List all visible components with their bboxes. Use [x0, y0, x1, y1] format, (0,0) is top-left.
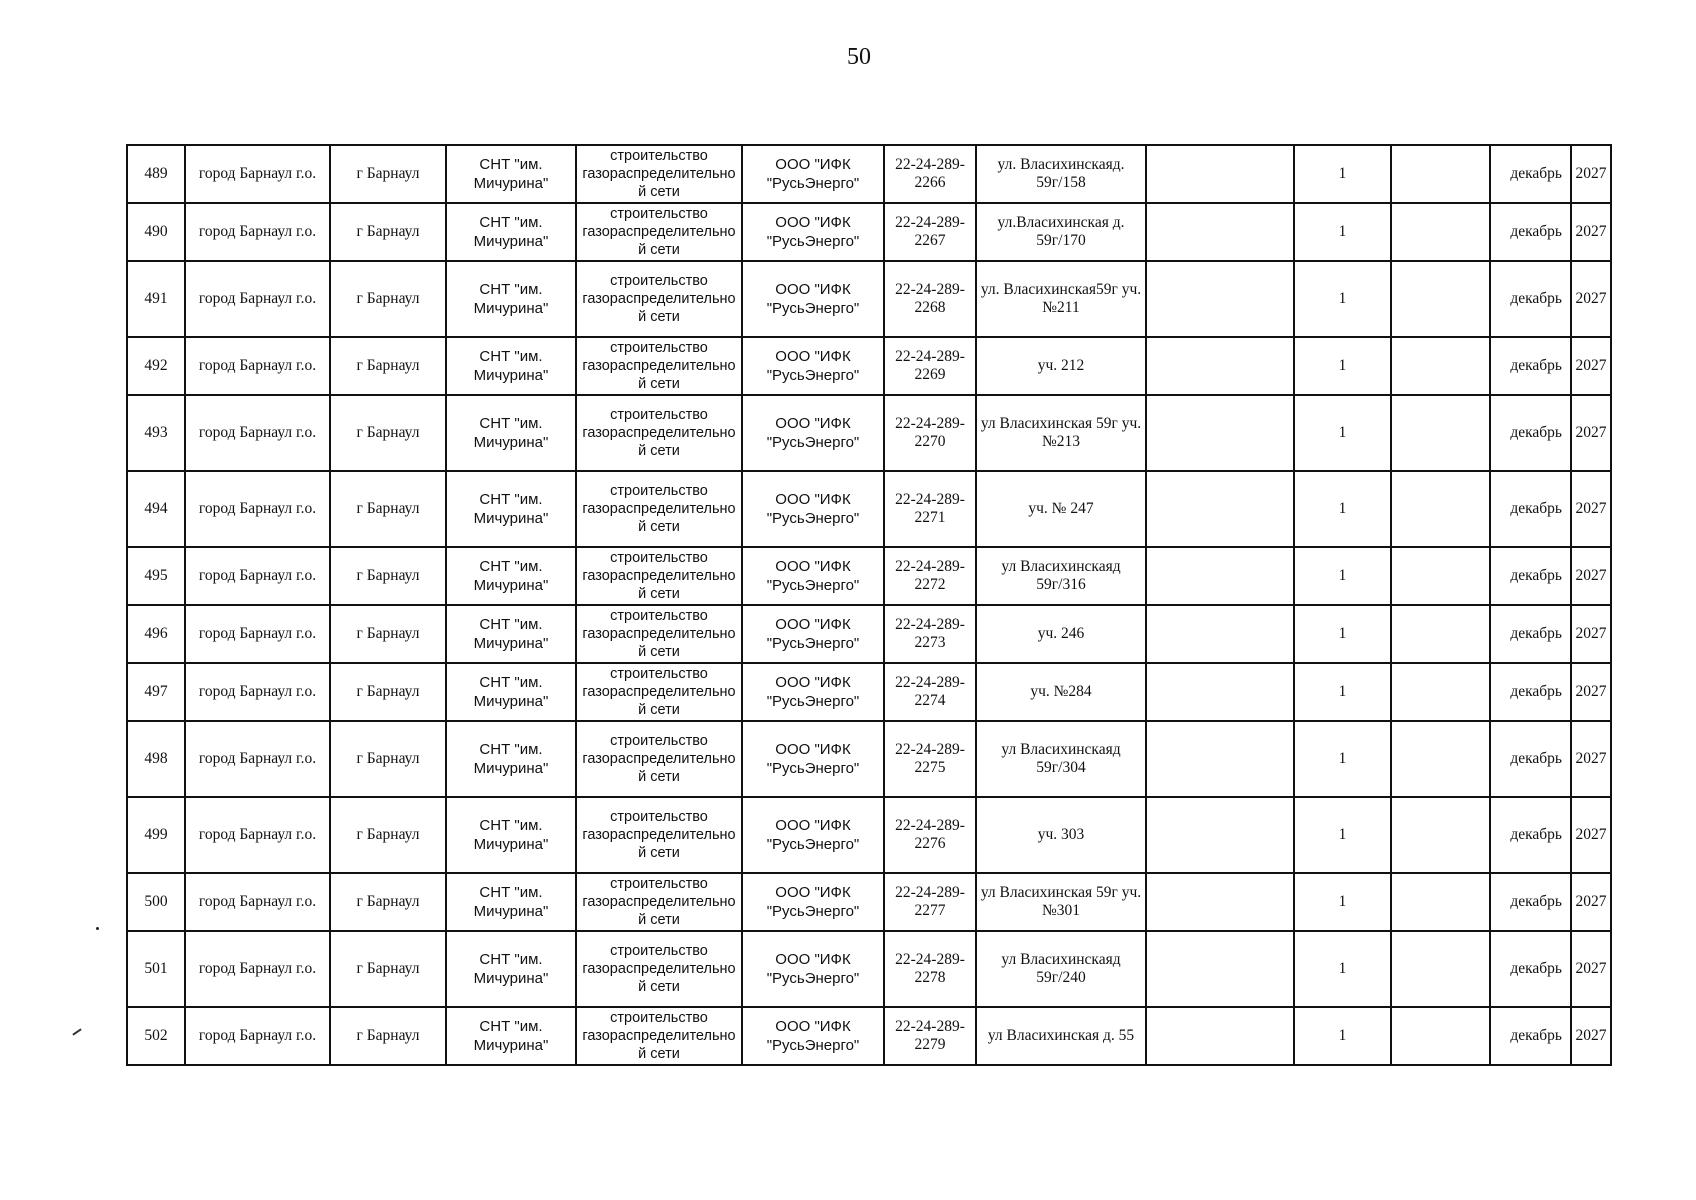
row-number: 501 [127, 931, 185, 1007]
location-cell: СНТ "им. Мичурина" [446, 203, 576, 261]
municipality-cell: город Барнаул г.о. [185, 395, 330, 471]
work-type-line: й сети [638, 979, 680, 995]
contractor-cell: ООО "ИФК "РусьЭнерго" [742, 471, 884, 547]
row-number: 492 [127, 337, 185, 395]
table-row [127, 931, 1611, 1007]
table-row [127, 261, 1611, 337]
empty-cell [1391, 663, 1490, 721]
empty-cell [1391, 261, 1490, 337]
empty-cell [1391, 337, 1490, 395]
quantity-cell: 1 [1294, 873, 1391, 931]
year-cell: 2027 [1571, 797, 1611, 873]
work-type-line: строительство [610, 809, 708, 825]
work-type-line: газораспределительно [582, 1028, 736, 1044]
contract-id-cell: 22-24-289-2279 [884, 1007, 976, 1065]
settlement-cell: г Барнаул [330, 1007, 446, 1065]
work-type-line: газораспределительно [582, 751, 736, 767]
work-type-line: газораспределительно [582, 166, 736, 182]
empty-cell [1146, 395, 1294, 471]
table-row [127, 663, 1611, 721]
location-cell: СНТ "им. Мичурина" [446, 145, 576, 203]
table-row [127, 395, 1611, 471]
empty-cell [1146, 547, 1294, 605]
work-type-cell [576, 797, 742, 873]
contract-id-cell: 22-24-289-2273 [884, 605, 976, 663]
work-type-cell [576, 663, 742, 721]
quantity-cell: 1 [1294, 605, 1391, 663]
settlement-cell: г Барнаул [330, 203, 446, 261]
empty-cell [1146, 471, 1294, 547]
row-number: 498 [127, 721, 185, 797]
work-type-line: й сети [638, 184, 680, 200]
work-type-cell [576, 547, 742, 605]
table-row [127, 203, 1611, 261]
empty-cell [1146, 1007, 1294, 1065]
contractor-cell: ООО "ИФК "РусьЭнерго" [742, 721, 884, 797]
work-type-line: строительство [610, 608, 708, 624]
municipality-cell: город Барнаул г.о. [185, 1007, 330, 1065]
address-cell: ул Власихинскаяд 59г/304 [976, 721, 1146, 797]
work-type-line: газораспределительно [582, 961, 736, 977]
contract-id-cell: 22-24-289-2269 [884, 337, 976, 395]
year-cell: 2027 [1571, 395, 1611, 471]
row-number: 493 [127, 395, 185, 471]
quantity-cell: 1 [1294, 471, 1391, 547]
contract-id-cell: 22-24-289-2278 [884, 931, 976, 1007]
work-type-line: й сети [638, 1046, 680, 1062]
work-type-cell [576, 395, 742, 471]
table-row [127, 145, 1611, 203]
address-cell: уч. № 247 [976, 471, 1146, 547]
table-row [127, 797, 1611, 873]
work-type-line: газораспределительно [582, 291, 736, 307]
work-type-line: строительство [610, 943, 708, 959]
settlement-cell: г Барнаул [330, 873, 446, 931]
contract-id-cell: 22-24-289-2275 [884, 721, 976, 797]
settlement-cell: г Барнаул [330, 931, 446, 1007]
year-cell: 2027 [1571, 337, 1611, 395]
work-type-line: строительство [610, 273, 708, 289]
table-row [127, 721, 1611, 797]
empty-cell [1146, 145, 1294, 203]
work-type-line: й сети [638, 912, 680, 928]
gas-network-table [126, 144, 1612, 1066]
work-type-line: газораспределительно [582, 358, 736, 374]
empty-cell [1146, 605, 1294, 663]
month-cell: декабрь [1490, 547, 1571, 605]
month-cell: декабрь [1490, 261, 1571, 337]
table-row [127, 547, 1611, 605]
municipality-cell: город Барнаул г.о. [185, 605, 330, 663]
municipality-cell: город Барнаул г.о. [185, 337, 330, 395]
municipality-cell: город Барнаул г.о. [185, 797, 330, 873]
empty-cell [1391, 1007, 1490, 1065]
contractor-cell: ООО "ИФК "РусьЭнерго" [742, 873, 884, 931]
work-type-line: строительство [610, 666, 708, 682]
work-type-line: й сети [638, 309, 680, 325]
row-number: 491 [127, 261, 185, 337]
address-cell: ул Власихинская 59г уч. №213 [976, 395, 1146, 471]
municipality-cell: город Барнаул г.о. [185, 873, 330, 931]
row-number: 502 [127, 1007, 185, 1065]
year-cell: 2027 [1571, 721, 1611, 797]
table-row [127, 337, 1611, 395]
municipality-cell: город Барнаул г.о. [185, 261, 330, 337]
empty-cell [1146, 797, 1294, 873]
quantity-cell: 1 [1294, 145, 1391, 203]
quantity-cell: 1 [1294, 547, 1391, 605]
empty-cell [1146, 261, 1294, 337]
work-type-cell [576, 203, 742, 261]
contractor-cell: ООО "ИФК "РусьЭнерго" [742, 663, 884, 721]
location-cell: СНТ "им. Мичурина" [446, 797, 576, 873]
work-type-line: газораспределительно [582, 684, 736, 700]
table-row [127, 471, 1611, 547]
work-type-line: газораспределительно [582, 568, 736, 584]
work-type-line: строительство [610, 483, 708, 499]
scan-pen-mark [72, 1028, 81, 1035]
location-cell: СНТ "им. Мичурина" [446, 547, 576, 605]
settlement-cell: г Барнаул [330, 471, 446, 547]
empty-cell [1391, 931, 1490, 1007]
work-type-line: строительство [610, 1010, 708, 1026]
contractor-cell: ООО "ИФК "РусьЭнерго" [742, 261, 884, 337]
year-cell: 2027 [1571, 605, 1611, 663]
municipality-cell: город Барнаул г.о. [185, 721, 330, 797]
table-body [127, 145, 1611, 1065]
work-type-cell [576, 931, 742, 1007]
address-cell: ул Власихинская 59г уч. №301 [976, 873, 1146, 931]
settlement-cell: г Барнаул [330, 721, 446, 797]
address-cell: уч. 246 [976, 605, 1146, 663]
quantity-cell: 1 [1294, 931, 1391, 1007]
contractor-cell: ООО "ИФК "РусьЭнерго" [742, 395, 884, 471]
work-type-cell [576, 873, 742, 931]
location-cell: СНТ "им. Мичурина" [446, 663, 576, 721]
work-type-line: й сети [638, 519, 680, 535]
year-cell: 2027 [1571, 1007, 1611, 1065]
work-type-line: строительство [610, 340, 708, 356]
empty-cell [1146, 721, 1294, 797]
contract-id-cell: 22-24-289-2277 [884, 873, 976, 931]
work-type-line: й сети [638, 586, 680, 602]
row-number: 500 [127, 873, 185, 931]
row-number: 499 [127, 797, 185, 873]
empty-cell [1391, 605, 1490, 663]
work-type-line: й сети [638, 443, 680, 459]
settlement-cell: г Барнаул [330, 145, 446, 203]
contractor-cell: ООО "ИФК "РусьЭнерго" [742, 605, 884, 663]
scan-speck [96, 927, 99, 930]
work-type-line: й сети [638, 376, 680, 392]
municipality-cell: город Барнаул г.о. [185, 145, 330, 203]
row-number: 489 [127, 145, 185, 203]
empty-cell [1391, 471, 1490, 547]
table-row [127, 605, 1611, 663]
quantity-cell: 1 [1294, 663, 1391, 721]
settlement-cell: г Барнаул [330, 663, 446, 721]
work-type-line: строительство [610, 876, 708, 892]
row-number: 490 [127, 203, 185, 261]
contractor-cell: ООО "ИФК "РусьЭнерго" [742, 547, 884, 605]
address-cell: уч. 212 [976, 337, 1146, 395]
work-type-line: газораспределительно [582, 626, 736, 642]
month-cell: декабрь [1490, 873, 1571, 931]
empty-cell [1391, 797, 1490, 873]
table-row [127, 873, 1611, 931]
work-type-line: строительство [610, 148, 708, 164]
month-cell: декабрь [1490, 471, 1571, 547]
contractor-cell: ООО "ИФК "РусьЭнерго" [742, 797, 884, 873]
contractor-cell: ООО "ИФК "РусьЭнерго" [742, 337, 884, 395]
page-number: 50 [847, 44, 871, 70]
quantity-cell: 1 [1294, 395, 1391, 471]
quantity-cell: 1 [1294, 337, 1391, 395]
work-type-line: строительство [610, 206, 708, 222]
year-cell: 2027 [1571, 261, 1611, 337]
work-type-cell [576, 721, 742, 797]
contract-id-cell: 22-24-289-2267 [884, 203, 976, 261]
contractor-cell: ООО "ИФК "РусьЭнерго" [742, 145, 884, 203]
work-type-cell [576, 337, 742, 395]
work-type-line: газораспределительно [582, 894, 736, 910]
work-type-line: строительство [610, 550, 708, 566]
empty-cell [1146, 203, 1294, 261]
settlement-cell: г Барнаул [330, 337, 446, 395]
municipality-cell: город Барнаул г.о. [185, 663, 330, 721]
work-type-line: й сети [638, 644, 680, 660]
address-cell: уч. №284 [976, 663, 1146, 721]
settlement-cell: г Барнаул [330, 605, 446, 663]
location-cell: СНТ "им. Мичурина" [446, 261, 576, 337]
year-cell: 2027 [1571, 203, 1611, 261]
work-type-line: газораспределительно [582, 827, 736, 843]
work-type-line: строительство [610, 733, 708, 749]
year-cell: 2027 [1571, 145, 1611, 203]
empty-cell [1391, 873, 1490, 931]
empty-cell [1391, 547, 1490, 605]
quantity-cell: 1 [1294, 797, 1391, 873]
year-cell: 2027 [1571, 873, 1611, 931]
contract-id-cell: 22-24-289-2271 [884, 471, 976, 547]
year-cell: 2027 [1571, 931, 1611, 1007]
month-cell: декабрь [1490, 605, 1571, 663]
municipality-cell: город Барнаул г.о. [185, 203, 330, 261]
work-type-cell [576, 261, 742, 337]
row-number: 496 [127, 605, 185, 663]
location-cell: СНТ "им. Мичурина" [446, 395, 576, 471]
work-type-cell [576, 605, 742, 663]
settlement-cell: г Барнаул [330, 797, 446, 873]
location-cell: СНТ "им. Мичурина" [446, 471, 576, 547]
address-cell: ул.Власихинская д. 59г/170 [976, 203, 1146, 261]
month-cell: декабрь [1490, 395, 1571, 471]
work-type-line: й сети [638, 845, 680, 861]
gas-network-table-wrapper [126, 144, 1612, 1066]
month-cell: декабрь [1490, 203, 1571, 261]
empty-cell [1391, 395, 1490, 471]
address-cell: ул Власихинскаяд 59г/316 [976, 547, 1146, 605]
address-cell: ул. Власихинскаяд. 59г/158 [976, 145, 1146, 203]
year-cell: 2027 [1571, 471, 1611, 547]
work-type-line: газораспределительно [582, 425, 736, 441]
month-cell: декабрь [1490, 797, 1571, 873]
work-type-cell [576, 145, 742, 203]
contract-id-cell: 22-24-289-2276 [884, 797, 976, 873]
municipality-cell: город Барнаул г.о. [185, 471, 330, 547]
work-type-cell [576, 471, 742, 547]
work-type-line: газораспределительно [582, 224, 736, 240]
empty-cell [1146, 931, 1294, 1007]
work-type-cell [576, 1007, 742, 1065]
location-cell: СНТ "им. Мичурина" [446, 605, 576, 663]
municipality-cell: город Барнаул г.о. [185, 931, 330, 1007]
address-cell: ул. Власихинская59г уч. №211 [976, 261, 1146, 337]
location-cell: СНТ "им. Мичурина" [446, 1007, 576, 1065]
table-row [127, 1007, 1611, 1065]
settlement-cell: г Барнаул [330, 261, 446, 337]
month-cell: декабрь [1490, 1007, 1571, 1065]
empty-cell [1146, 663, 1294, 721]
address-cell: ул Власихинская д. 55 [976, 1007, 1146, 1065]
contractor-cell: ООО "ИФК "РусьЭнерго" [742, 203, 884, 261]
quantity-cell: 1 [1294, 721, 1391, 797]
work-type-line: газораспределительно [582, 501, 736, 517]
contract-id-cell: 22-24-289-2274 [884, 663, 976, 721]
month-cell: декабрь [1490, 337, 1571, 395]
year-cell: 2027 [1571, 547, 1611, 605]
settlement-cell: г Барнаул [330, 547, 446, 605]
quantity-cell: 1 [1294, 261, 1391, 337]
contract-id-cell: 22-24-289-2266 [884, 145, 976, 203]
work-type-line: й сети [638, 702, 680, 718]
month-cell: декабрь [1490, 145, 1571, 203]
location-cell: СНТ "им. Мичурина" [446, 931, 576, 1007]
contract-id-cell: 22-24-289-2268 [884, 261, 976, 337]
contractor-cell: ООО "ИФК "РусьЭнерго" [742, 1007, 884, 1065]
empty-cell [1391, 203, 1490, 261]
location-cell: СНТ "им. Мичурина" [446, 721, 576, 797]
location-cell: СНТ "им. Мичурина" [446, 337, 576, 395]
quantity-cell: 1 [1294, 1007, 1391, 1065]
quantity-cell: 1 [1294, 203, 1391, 261]
empty-cell [1391, 145, 1490, 203]
municipality-cell: город Барнаул г.о. [185, 547, 330, 605]
settlement-cell: г Барнаул [330, 395, 446, 471]
row-number: 495 [127, 547, 185, 605]
contract-id-cell: 22-24-289-2270 [884, 395, 976, 471]
empty-cell [1146, 337, 1294, 395]
work-type-line: й сети [638, 242, 680, 258]
month-cell: декабрь [1490, 931, 1571, 1007]
empty-cell [1391, 721, 1490, 797]
address-cell: ул Власихинскаяд 59г/240 [976, 931, 1146, 1007]
location-cell: СНТ "им. Мичурина" [446, 873, 576, 931]
row-number: 497 [127, 663, 185, 721]
contract-id-cell: 22-24-289-2272 [884, 547, 976, 605]
year-cell: 2027 [1571, 663, 1611, 721]
address-cell: уч. 303 [976, 797, 1146, 873]
contractor-cell: ООО "ИФК "РусьЭнерго" [742, 931, 884, 1007]
empty-cell [1146, 873, 1294, 931]
work-type-line: строительство [610, 407, 708, 423]
row-number: 494 [127, 471, 185, 547]
month-cell: декабрь [1490, 663, 1571, 721]
work-type-line: й сети [638, 769, 680, 785]
month-cell: декабрь [1490, 721, 1571, 797]
